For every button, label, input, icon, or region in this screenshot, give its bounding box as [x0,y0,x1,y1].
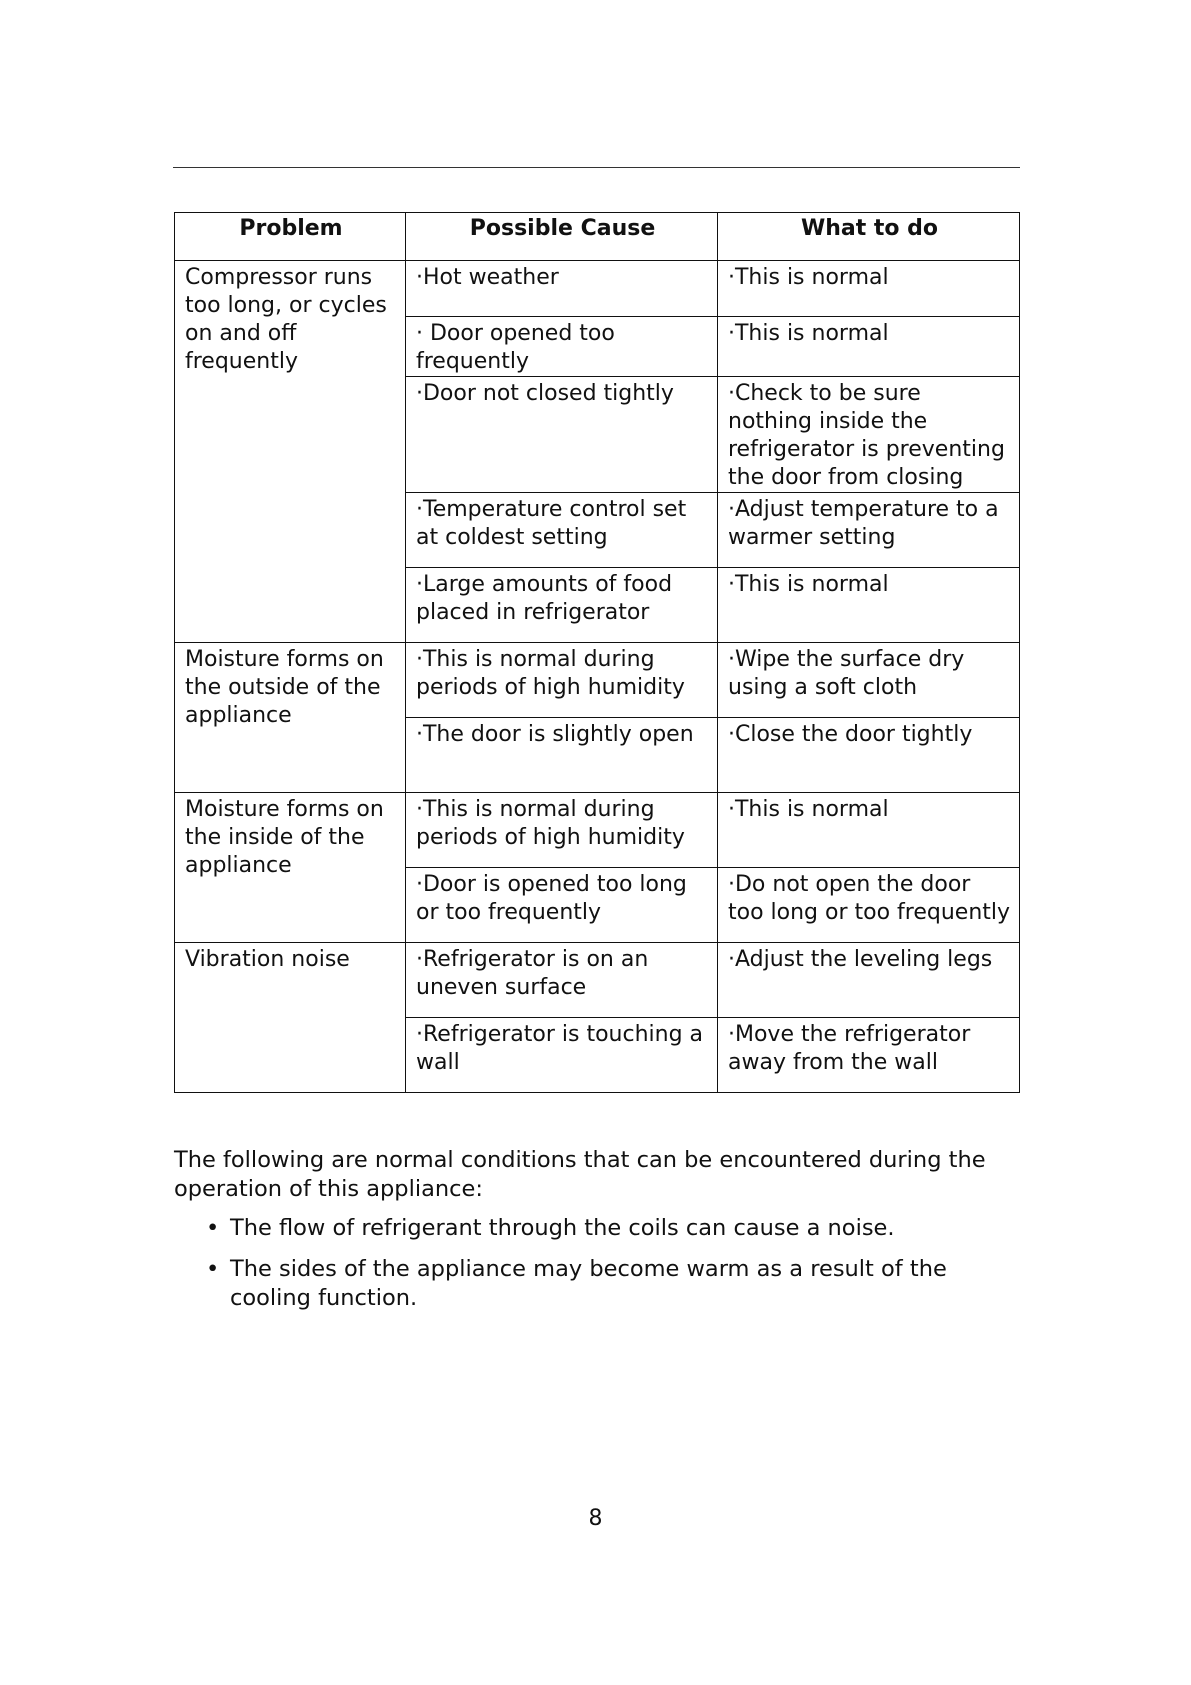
table-header-row [175,213,1020,261]
action-cell: ·This is normal [718,793,1020,868]
cause-cell: ·Door not closed tightly [406,377,718,493]
header-problem: Problem [175,213,406,261]
action-cell: ·Adjust the leveling legs [718,943,1020,1018]
list-item [206,1214,1024,1243]
header-what-to-do: What to do [718,213,1020,261]
bullet-icon: • [206,1256,220,1282]
troubleshooting-table [174,212,1020,1093]
action-cell: ·Move the refrigerator away from the wall [718,1018,1020,1093]
bullet-icon: • [206,1215,220,1241]
cause-cell: ·Refrigerator is on an uneven surface [406,943,718,1018]
header-rule [173,167,1020,168]
normal-conditions-notes [174,1146,1024,1325]
problem-cell: Moisture forms on the inside of the appliance [175,793,406,943]
table-row [175,643,1020,718]
cause-cell: ·This is normal during periods of high humidity [406,793,718,868]
action-cell: ·This is normal [718,261,1020,317]
page-number: 8 [588,1506,603,1531]
action-cell: ·Check to be sure nothing inside the refrigerator is preventing the door from closing [718,377,1020,493]
action-cell: ·This is normal [718,568,1020,643]
cause-cell: ·Hot weather [406,261,718,317]
table-row [175,943,1020,1018]
action-cell: ·Do not open the door too long or too frequently [718,868,1020,943]
cause-cell: ·The door is slightly open [406,718,718,793]
list-item [206,1255,1024,1313]
action-cell: ·Close the door tightly [718,718,1020,793]
table-row [175,793,1020,868]
problem-cell: Compressor runs too long, or cycles on and off frequently [175,261,406,643]
cause-cell: ·Refrigerator is touching a wall [406,1018,718,1093]
problem-cell: Moisture forms on the outside of the appliance [175,643,406,793]
cause-cell: ·Temperature control set at coldest setting [406,493,718,568]
notes-list [174,1214,1024,1313]
cause-cell: ·Large amounts of food placed in refrigerator [406,568,718,643]
cause-cell: ·Door is opened too long or too frequently [406,868,718,943]
cause-cell: · Door opened too frequently [406,317,718,377]
action-cell: ·Adjust temperature to a warmer setting [718,493,1020,568]
cause-cell: ·This is normal during periods of high humidity [406,643,718,718]
list-item-text: The flow of refrigerant through the coils can cause a noise. [230,1215,895,1241]
table-row [175,261,1020,317]
action-cell: ·Wipe the surface dry using a soft cloth [718,643,1020,718]
list-item-text: The sides of the appliance may become warm as a result of the cooling function. [230,1256,947,1311]
notes-intro: The following are normal conditions that can be encountered during the operation of this appliance: [174,1147,986,1202]
problem-cell: Vibration noise [175,943,406,1093]
action-cell: ·This is normal [718,317,1020,377]
header-possible-cause: Possible Cause [406,213,718,261]
